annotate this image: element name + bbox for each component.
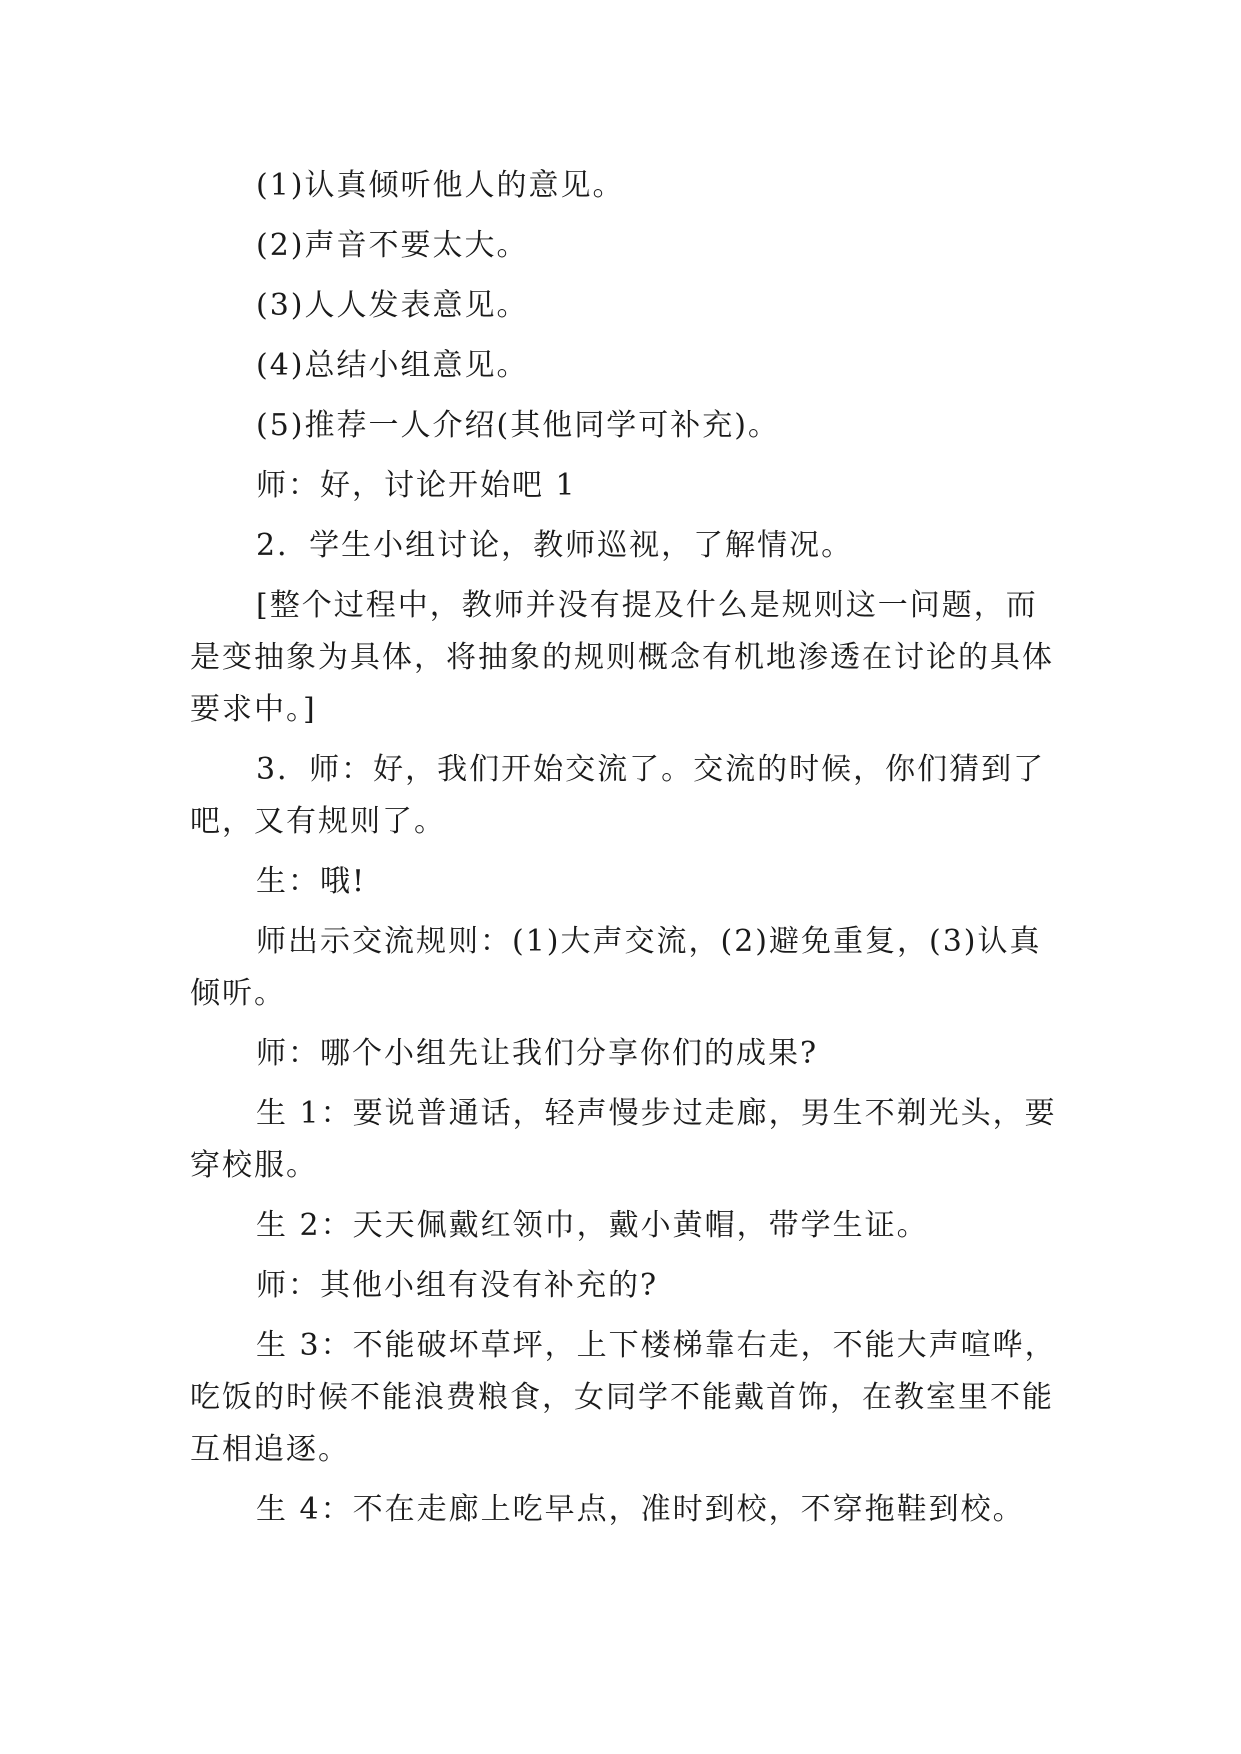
paragraph: (5)推荐一人介绍(其他同学可补充)。 — [256, 408, 780, 443]
paragraph: 生 1：要说普通话，轻声慢步过走廊，男生不剃光头，要穿校服。 — [190, 1096, 1057, 1183]
paragraph: 2．学生小组讨论，教师巡视，了解情况。 — [256, 528, 854, 563]
paragraph: [整个过程中，教师并没有提及什么是规则这一问题，而是变抽象为具体，将抽象的规则概念有机地渗透在讨论的具体要求中。] — [190, 588, 1054, 727]
paragraph: 师：其他小组有没有补充的? — [256, 1268, 659, 1303]
paragraph: 3．师：好，我们开始交流了。交流的时候，你们猜到了吧，又有规则了。 — [190, 752, 1046, 839]
paragraph: 师：好，讨论开始吧 1 — [256, 468, 577, 503]
paragraph: 生 4：不在走廊上吃早点，准时到校，不穿拖鞋到校。 — [256, 1492, 1025, 1527]
paragraph: (3)人人发表意见。 — [256, 288, 529, 323]
paragraph: (4)总结小组意见。 — [256, 348, 529, 383]
paragraph: 师出示交流规则：(1)大声交流，(2)避免重复，(3)认真倾听。 — [190, 924, 1042, 1011]
paragraph: 生 2：天天佩戴红领巾，戴小黄帽，带学生证。 — [256, 1208, 929, 1243]
paragraph: (2)声音不要太大。 — [256, 228, 529, 263]
paragraph: 师：哪个小组先让我们分享你们的成果? — [256, 1036, 819, 1071]
paragraph: 生 3：不能破坏草坪，上下楼梯靠右走，不能大声喧哗，吃饭的时候不能浪费粮食，女同学不能戴首饰，在教室里不能互相追逐。 — [190, 1328, 1057, 1467]
paragraph: (1)认真倾听他人的意见。 — [256, 168, 625, 203]
paragraph: 生：哦! — [256, 864, 367, 899]
document-body — [190, 160, 1060, 1544]
